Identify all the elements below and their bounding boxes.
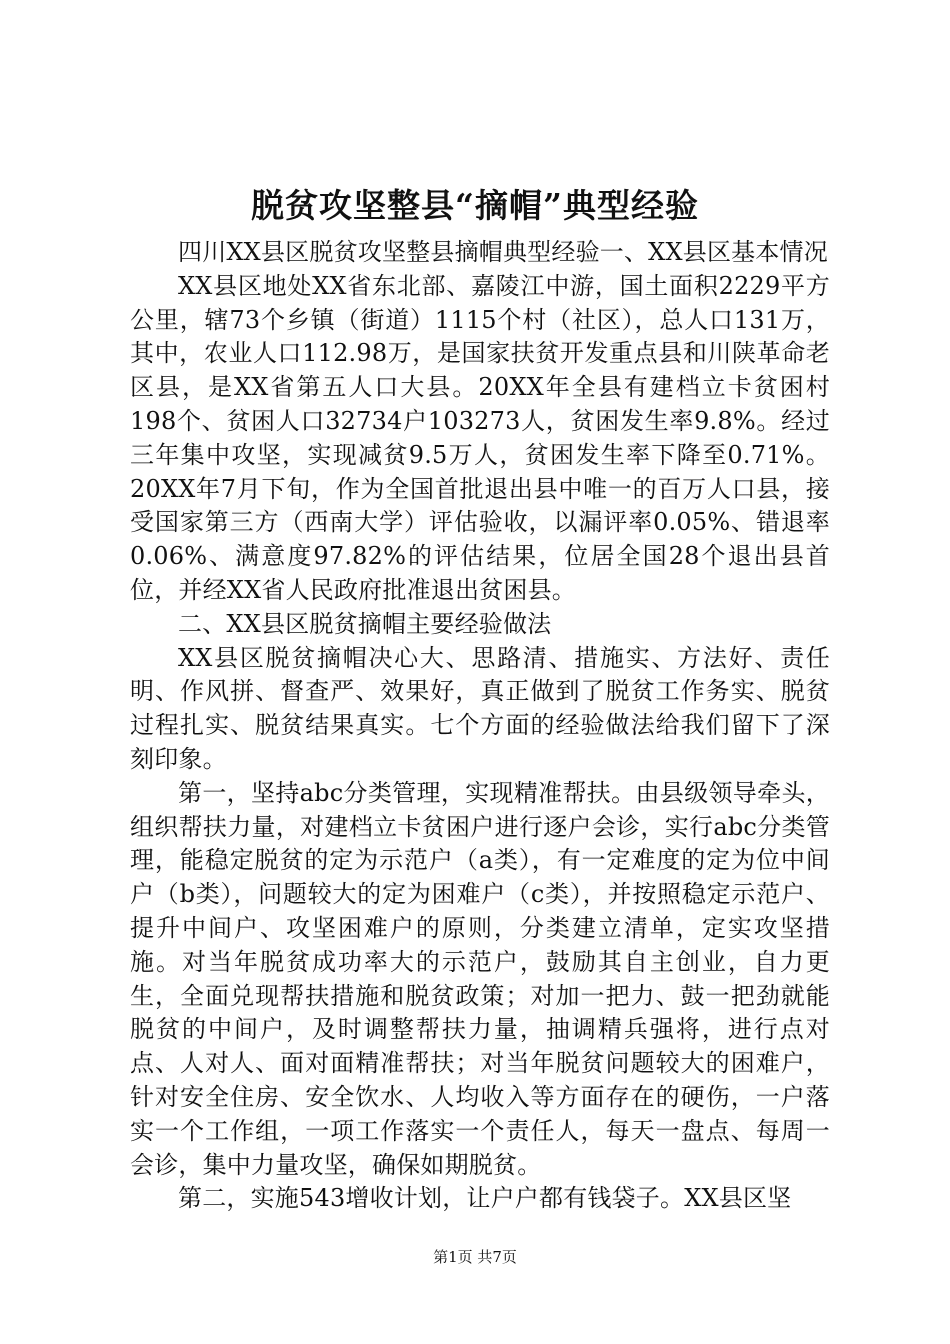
section-heading-experience: 二、XX县区脱贫摘帽主要经验做法 [178,609,552,638]
paragraph-experience-summary: XX县区脱贫摘帽决心大、思路清、措施实、方法好、责任明、作风拼、督查严、效果好，真正做到了脱贫工作务实、脱贫过程扎实、脱贫结果真实。七个方面的经验做法给我们留下了深刻印象。 [130,643,830,773]
paragraph-intro: 四川XX县区脱贫攻坚整县摘帽典型经验一、XX县区基本情况 [178,238,828,266]
document-body [130,236,830,1216]
paragraph-second-measure: 第二，实施543增收计划，让户户都有钱袋子。XX县区坚 [178,1184,792,1213]
paragraph-basic-situation: XX县区地处XX省东北部、嘉陵江中游，国土面积2229平方公里，辖73个乡镇（街道）1115个村（社区），总人口131万，其中，农业人口112.98万，是国家扶贫开发重点县和川陕革命老区县，是XX省第五人口大县。20XX年全县有建档立卡贫困村198个、贫困人口32734户103273人，贫困发生率9.8%。经过三年集中攻坚，实现减贫9.5万人，贫困发生率下降至0.71%。20XX年7月下旬，作为全国首批退出县中唯一的百万人口县，接受国家第三方（西南大学）评估验收，以漏评率0.05%、错退率0.06%、满意度97.82%的评估结果，位居全国28个退出县首位，并经XX省人民政府批准退出贫困县。 [130,271,830,604]
document-title: 脱贫攻坚整县“摘帽”典型经验 [251,186,699,225]
page-number-footer: 第1页 共7页 [433,1248,517,1266]
paragraph-first-measure: 第一，坚持abc分类管理，实现精准帮扶。由县级领导牵头，组织帮扶力量，对建档立卡贫困户进行逐户会诊，实行abc分类管理，能稳定脱贫的定为示范户（a类），有一定难度的定为位中间户（b类），问题较大的定为困难户（c类），并按照稳定示范户、提升中间户、攻坚困难户的原则，分类建立清单，定实攻坚措施。对当年脱贫成功率大的示范户，鼓励其自主创业，自力更生，全面兑现帮扶措施和脱贫政策；对加一把力、鼓一把劲就能脱贫的中间户，及时调整帮扶力量，抽调精兵强将，进行点对点、人对人、面对面精准帮扶；对当年脱贫问题较大的困难户，针对安全住房、安全饮水、人均收入等方面存在的硬伤，一户落实一个工作组，一项工作落实一个责任人，每天一盘点、每周一会诊，集中力量攻坚，确保如期脱贫。 [130,778,830,1179]
